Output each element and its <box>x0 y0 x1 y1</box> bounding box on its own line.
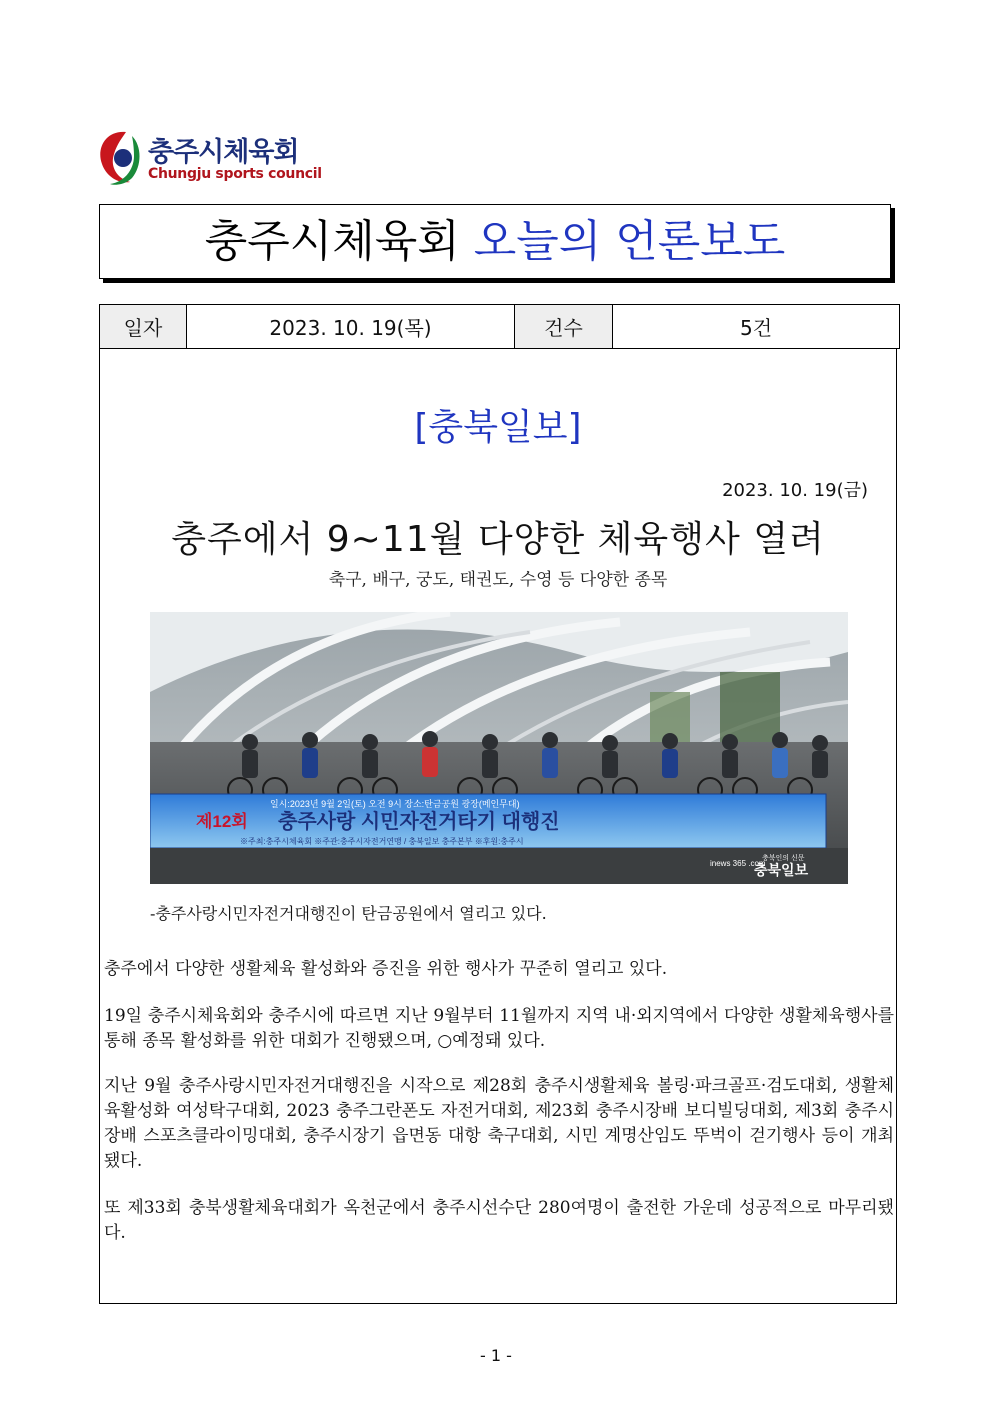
watermark-paper: 충북일보 <box>754 862 809 878</box>
photo-caption: -충주사랑시민자전거대행진이 탄금공원에서 열리고 있다. <box>150 904 547 923</box>
report-info-table <box>99 304 900 349</box>
article-box <box>99 349 897 1304</box>
article-subtitle: 축구, 배구, 궁도, 태권도, 수영 등 다양한 종목 <box>328 570 668 590</box>
article-paragraph: 충주에서 다양한 생활체육 활성화와 증진을 위한 행사가 꾸준히 열리고 있다. <box>104 959 668 979</box>
press-report-headline <box>99 204 891 279</box>
article-date: 2023. 10. 19(금) <box>722 480 868 501</box>
logo-korean-name: 충주시체육회 <box>148 137 299 168</box>
headline-subtitle: 오늘의 언론보도 <box>473 216 786 267</box>
article-paragraph: 지난 9월 충주사랑시민자전거대행진을 시작으로 제28회 충주시생활체육 볼링·파크골프·검도대회, 생활체육활성화 여성탁구대회, 2023 충주그란폰도 자전거대회, 제23회 충주시장배 보디빌딩대회, 제3회 충주시장배 스포츠클라이밍대회, 충주시장기 읍면동 대항 축구대회, 시민 계명산임도 뚜벅이 걷기행사 등이 개최됐다. <box>104 1076 894 1171</box>
banner-edition-text: 제12회 <box>196 812 248 831</box>
article-photo <box>150 612 848 884</box>
count-label: 건수 <box>515 305 613 349</box>
article-paragraph: 또 제33회 충북생활체육대회가 옥천군에서 충주시선수단 280여명이 출전한 가운데 성공적으로 마무리됐다. <box>104 1198 894 1243</box>
date-value: 2023. 10. 19(목) <box>187 305 515 349</box>
date-label: 일자 <box>100 305 187 349</box>
logo-english-name: Chungju sports council <box>148 166 322 182</box>
count-value: 5건 <box>613 305 900 349</box>
watermark-slogan: 충북인의 신문 <box>762 855 805 862</box>
chungju-sports-council-emblem-icon <box>96 128 142 188</box>
newspaper-name: [충북일보] <box>414 407 582 448</box>
watermark-web: inews 365 .com <box>710 859 766 868</box>
table-row <box>100 305 900 349</box>
banner-info-text: 일시:2023년 9월 2일(토) 오전 9시 장소:탄금공원 광장(메인무대) <box>270 799 520 809</box>
article-paragraph: 19일 충주시체육회와 충주시에 따르면 지난 9월부터 11월까지 지역 내·외지역에서 다양한 생활체육행사를 통해 종목 활성화를 위한 대회가 진행됐으며, ○예정돼 있다. <box>104 1006 894 1051</box>
banner-footer-text: ※주최:충주시체육회 ※주관:충주시자전거연맹 / 충북일보 충주본부 ※후원:충주시 <box>240 837 524 846</box>
page-number: - 1 - <box>480 1346 512 1365</box>
article-title: 충주에서 9~11월 다양한 체육행사 열려 <box>171 519 825 560</box>
banner-event-text: 충주사랑 시민자전거타기 대행진 <box>278 811 560 833</box>
logo <box>96 128 322 190</box>
headline-organization: 충주시체육회 <box>204 216 460 267</box>
